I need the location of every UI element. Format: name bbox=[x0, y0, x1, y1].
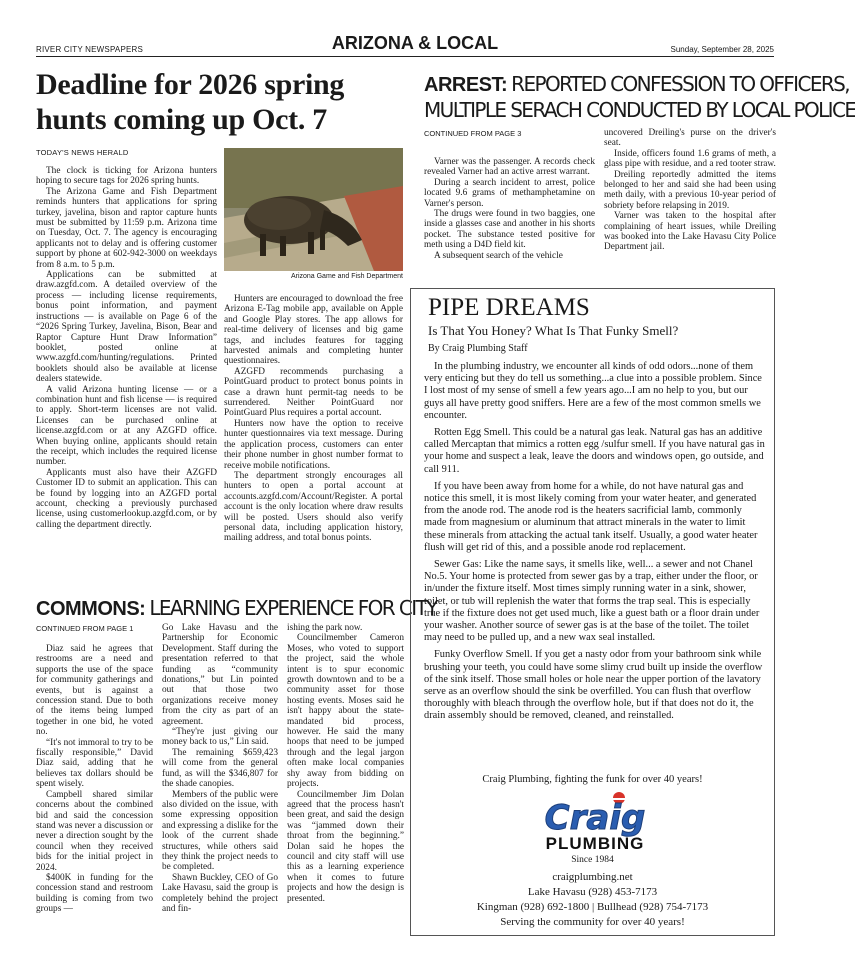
hunts-para: Hunters are encouraged to download the free Arizona E-Tag mobile app, available on Apple and Google Play stores. The app allows for real-time delivery of licenses and big game tags, and includes features for tagging harvested animals and completing hunter questionnaires. bbox=[224, 294, 403, 367]
commons-para: Councilmember Jim Dolan agreed that the process hasn't been great, and said the design was “jammed down their throat from the beginning.” Dolan said he hopes the council and city staff will use this as a learning experience when it comes to future projects and how the design is presented. bbox=[287, 789, 404, 904]
commons-continued: CONTINUED FROM PAGE 1 bbox=[36, 624, 134, 633]
hunts-para: The clock is ticking for Arizona hunters hoping to secure tags for 2026 spring hunts. bbox=[36, 166, 217, 187]
hunts-col-2 bbox=[224, 294, 403, 544]
pipe-para: If you have been away from home for a while, do not have natural gas and notice this smell, it is most likely coming from your water heater, and generated from the anode rod. The anode rod is the heaters sacrificial lamb, commonly made from magnesium or aluminum that attract minerals in the water to limit these minerals from attacking the actual tank itself. Usually, a good water heater flush will get rid of this, and a possible anode rod replacement. bbox=[424, 480, 758, 553]
arrest-para: Varner was the passenger. A records check revealed Varner had an active arrest warrant. bbox=[424, 157, 595, 178]
commons-para: Diaz said he agrees that restrooms are a need and supports the use of the space for community gatherings and events, but is against a concession stand. Due to both of the items being lumped together in one bid, he voted no. bbox=[36, 644, 153, 738]
hunts-col-1 bbox=[36, 166, 217, 530]
commons-label: COMMONS: bbox=[36, 598, 146, 620]
arrest-headline-line1: REPORTED CONFESSION TO OFFICERS, bbox=[511, 72, 850, 96]
arrest-headline-line2: MULTIPLE SERACH CONDUCTED BY LOCAL POLICE bbox=[424, 98, 855, 122]
hunts-para: A valid Arizona hunting license — or a combination hunt and fish license — is required to apply. Short-term licenses are not valid. Licenses can be purchased online at license.azgfd.com or at any AZGFD office. When buying online, applicants should retain the receipt, which includes the required license number. bbox=[36, 384, 217, 468]
arrest-label: ARREST: bbox=[424, 74, 508, 96]
commons-col-1 bbox=[36, 644, 153, 915]
phone-kingman-bullhead: Kingman (928) 692-1800 | Bullhead (928) 754-7173 bbox=[476, 901, 709, 913]
hunts-para: AZGFD recommends purchasing a PointGuard product to protect bonus points in case a drawn hunt permit-tag needs to be surrendered. Neither PointGuard nor PointGuard Plus requires a portal account. bbox=[224, 366, 403, 419]
arrest-para: During a search incident to arrest, police located 9.6 grams of methamphetamine on Varner's person. bbox=[424, 177, 595, 209]
hunts-kicker: TODAY'S NEWS HERALD bbox=[36, 148, 129, 157]
commons-para: Shawn Buckley, CEO of Go Lake Havasu, said the group is completely behind the project and fin- bbox=[162, 872, 278, 914]
website: craigplumbing.net bbox=[552, 871, 633, 883]
commons-para: Go Lake Havasu and the Partnership for Economic Development. Staff during the presentation referred to that funding as “community donations,” but Lin pointed out that those two organizations receive money from the city as part of an agreement. bbox=[162, 623, 278, 727]
craig-logo-icon bbox=[515, 789, 675, 853]
commons-headline bbox=[36, 596, 437, 621]
javelina-image bbox=[224, 148, 403, 271]
commons-headline-text: LEARNING EXPERIENCE FOR CITY bbox=[149, 596, 437, 620]
pipe-body bbox=[424, 361, 766, 728]
pipe-para: Funky Overflow Smell. If you get a nasty odor from your bathroom sink while brushing your teeth, you could have some slimy crud built up inside the overflow of the sink itself. Those small holes or hole near the upper portion of the lavatory serve as an overflow should the sink be overfilled. You can flush that overflow thoroughly with bleach through the overflow hole, but if that does not do it, the drain assembly should be removed, cleaned, and reinstalled. bbox=[424, 649, 763, 722]
logo-sub: PLUMBING bbox=[545, 834, 645, 853]
hunts-para: Applications can be submitted at draw.azgfd.com. A detailed overview of the process — including license requirements, bonus point information, and payment instructions — is available on Page 6 of the “2026 Spring Turkey, Javelina, Bison, Bear and Raptor Capture Hunt Draw Information” booklet, posted online at www.azgfd.com/hunting/regulations. Printed booklets should also be available at license dealers statewide. bbox=[36, 270, 217, 385]
hunts-para: The department strongly encourages all hunters to open a portal account at accounts.azgfd.com/Account/Register. A portal account is the only location where draw results will be posted. Users should also verify personal data, including application history, mailing address, and total bonus points. bbox=[224, 470, 403, 544]
serving-line: Serving the community for over 40 years! bbox=[500, 916, 685, 928]
commons-para: Campbell shared similar concerns about the combined bid and said the concession stand was never a discussion or never a direction sought by the council when they received bids for the initial project in 2024. bbox=[36, 789, 153, 873]
pipe-tagline: Craig Plumbing, fighting the funk for over 40 years! bbox=[482, 774, 703, 785]
header-rule bbox=[36, 56, 774, 57]
logo-word: Craig bbox=[544, 798, 646, 838]
photo-credit: Arizona Game and Fish Department bbox=[290, 273, 403, 280]
hunts-para: Applicants must also have their AZGFD Customer ID to submit an application. This can be found by logging into an AZGFD portal account, checking a previously purchased license, using customerlookup.azgfd.com, or by calling the department directly. bbox=[36, 467, 217, 530]
commons-para: $400K in funding for the concession stand and restroom building is coming from two groups — bbox=[36, 872, 153, 915]
arrest-para: The drugs were found in two baggies, one inside a glasses case and another in his shorts pocket. The substance tested positive for meth using a D4D field kit. bbox=[424, 209, 595, 251]
section-title: ARIZONA & LOCAL bbox=[331, 33, 499, 53]
publication-name: RIVER CITY NEWSPAPERS bbox=[36, 45, 144, 54]
hunts-headline: Deadline for 2026 spring hunts coming up Oct. 7 bbox=[36, 68, 345, 136]
arrest-col-2 bbox=[604, 128, 776, 253]
arrest-para: A subsequent search of the vehicle bbox=[434, 250, 563, 261]
pipe-title: PIPE DREAMS bbox=[428, 294, 590, 321]
javelina-photo bbox=[224, 148, 403, 271]
pipe-para: Sewer Gas: Like the name says, it smells like, well... a sewer and not Chanel No.5. Your home is protected from sewer gas by a trap, either under the floor, or in/under the fixture itself. Most times simply running water in a sink, shower, toilet, or tub will replenish the water that forms the trap seal. This is especially true if the fixture does not get used much, like a guest bath or a floor drain under your washer. Another source of sewer gas is at the base of the toilet. The toilet may need to be pulled up, and a new wax seal installed. bbox=[424, 559, 760, 644]
pipe-subtitle: Is That You Honey? What Is That Funky Smell? bbox=[428, 323, 679, 338]
hunts-para: The Arizona Game and Fish Department reminds hunters that applications for spring turkey, javelina, bison and raptor capture hunts must be submitted by 11:59 p.m. Arizona time on Tuesday, Oct. 7. The agency is encouraging applicants not to delay and is offering customer support by phone at 602-942-3000 on weekdays from 8 a.m. to 5 p.m. bbox=[36, 186, 217, 270]
hunts-para: Hunters now have the option to receive hunter questionnaires via text message. During the application process, customers can enter their phone number in ghost number format to receive mobile notifications. bbox=[224, 418, 403, 471]
arrest-para: Inside, officers found 1.6 grams of meth, a glass pipe with residue, and a red tooter straw. bbox=[604, 148, 776, 170]
arrest-para: uncovered Dreiling's purse on the driver's seat. bbox=[604, 128, 776, 149]
commons-para: ishing the park now. bbox=[287, 623, 363, 633]
commons-col-3 bbox=[287, 623, 404, 904]
arrest-headline bbox=[424, 72, 850, 97]
commons-col-2 bbox=[162, 623, 278, 914]
commons-para: The remaining $659,423 will come from the general fund, as will the $346,807 for the shade canopies. bbox=[162, 747, 278, 790]
arrest-continued: CONTINUED FROM PAGE 3 bbox=[424, 129, 522, 138]
since-year: Since 1984 bbox=[571, 855, 614, 865]
pipe-dreams-box bbox=[410, 288, 775, 936]
arrest-para: Dreiling reportedly admitted the items belonged to her and said she had been using meth daily, with a previous 10-year period of sobriety before relapsing in 2019. bbox=[604, 169, 776, 211]
commons-para: Members of the public were also divided on the issue, with some expressing opposition and expressing a dislike for the look of the current shade structures, while others said they think the project needs to be completed. bbox=[162, 789, 278, 873]
commons-para: “It's not immoral to try to be fiscally responsible,” David Diaz said, adding that he believes tax dollars should be spent wisely. bbox=[36, 737, 153, 790]
pipe-byline: By Craig Plumbing Staff bbox=[428, 343, 528, 354]
pipe-para: In the plumbing industry, we encounter all kinds of odd odors...none of them very enticing but they do tell us something...a clue into a possible problem. Since I lost most of my sense of smell a few years ago...I am no help to you, but our guys all have pretty good sniffers. Here are a few of the most common smells we encounter. bbox=[424, 361, 762, 421]
arrest-col-1 bbox=[424, 157, 595, 261]
arrest-para: Varner was taken to the hospital after complaining of heart issues, while Dreiling was booked into the Lake Havasu City Police Department jail. bbox=[604, 211, 776, 253]
commons-para: “They're just giving our money back to us,” Lin said. bbox=[162, 727, 278, 748]
commons-para: Councilmember Cameron Moses, who voted to support the project, said the whole intent is to spur economic growth downtown and to be a community asset for those hosting events. Moses said he isn't happy about the state-mandated bid process, however. He said the many hoops that need to be jumped through and the legal jargon often make local companies shy away from bidding on projects. bbox=[287, 633, 404, 790]
issue-date: Sunday, September 28, 2025 bbox=[670, 45, 774, 54]
pipe-para: Rotten Egg Smell. This could be a natural gas leak. Natural gas has an additive called Mercaptan that mimics a rotten egg /sulfur smell. If you have natural gas in your home and suspect a leak, leave the doors and windows open, go outside, and call 911. bbox=[424, 427, 765, 475]
craig-plumbing-logo bbox=[515, 789, 675, 853]
phone-lake-havasu: Lake Havasu (928) 453-7173 bbox=[527, 886, 658, 898]
